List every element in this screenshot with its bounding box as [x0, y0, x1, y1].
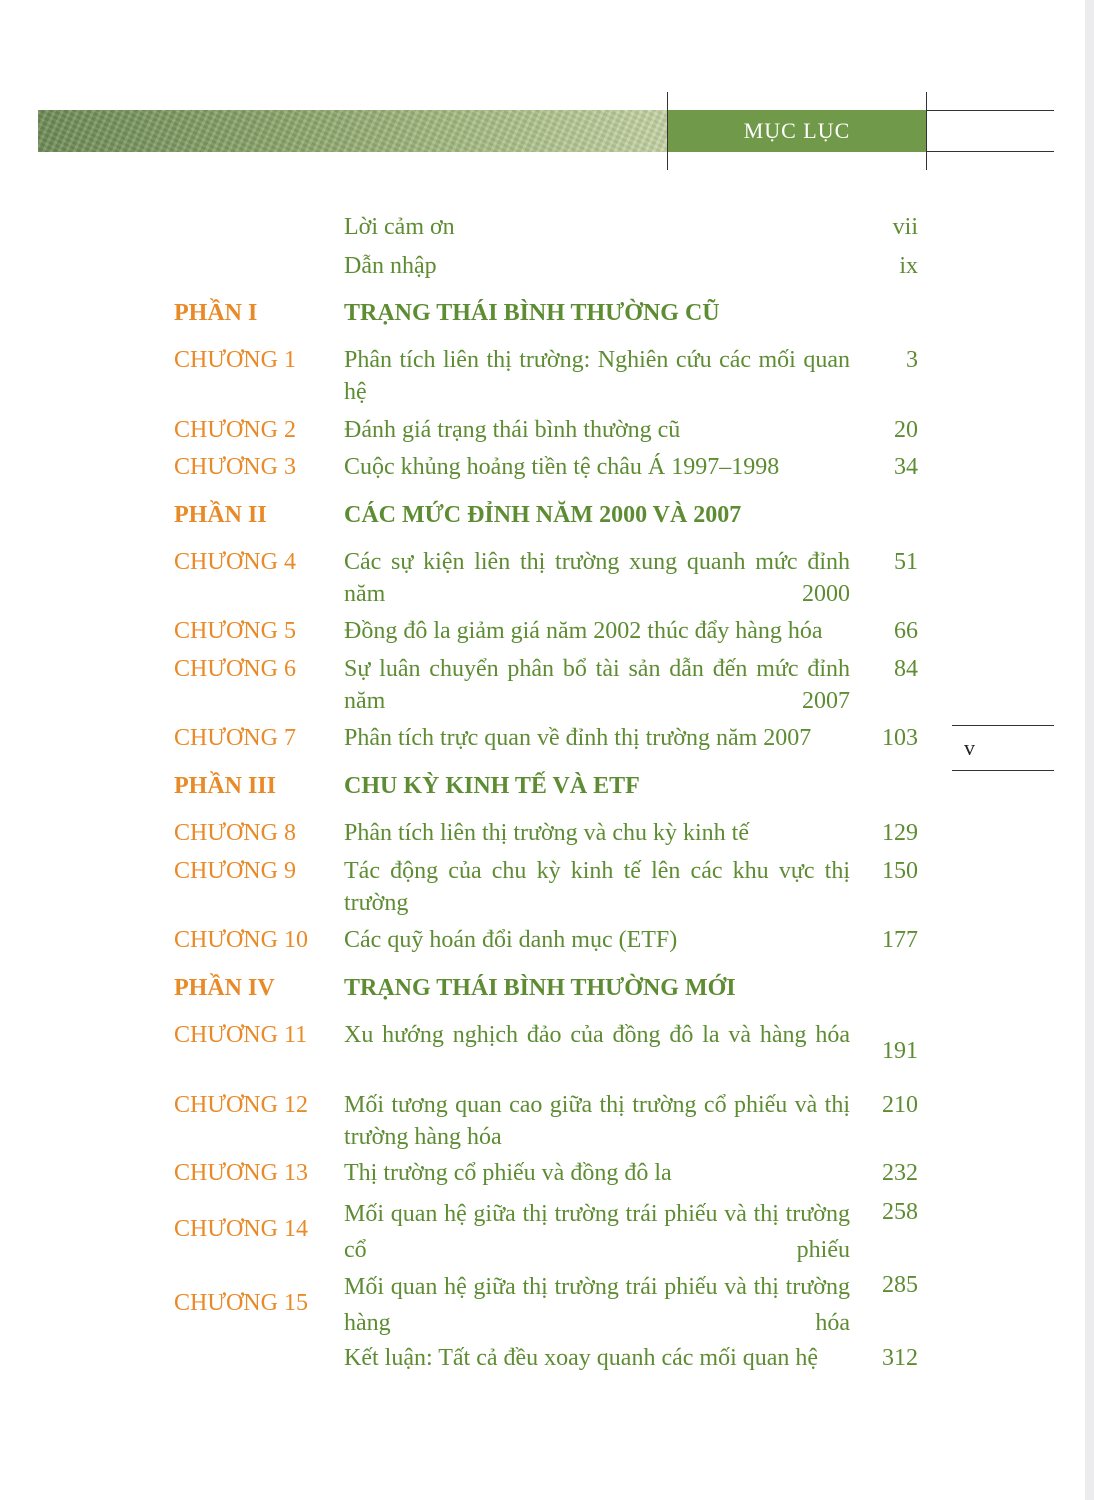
chapter-label: CHƯƠNG 11: [174, 1022, 308, 1048]
part-label: PHẦN I: [174, 300, 258, 326]
chapter-label: CHƯƠNG 15: [174, 1290, 308, 1316]
chapter-page: 177: [882, 927, 918, 953]
chapter-title: Mối quan hệ giữa thị trường trái phiếu và thị trường hàng hóa: [344, 1274, 850, 1336]
chapter-label: CHƯƠNG 8: [174, 820, 296, 846]
chapter-title: Tác động của chu kỳ kinh tế lên các khu vực thị trường: [344, 858, 850, 916]
chapter-page: 66: [894, 618, 918, 644]
chapter-page: 20: [894, 417, 918, 443]
chapter-title: Sự luân chuyển phân bổ tài sản dẫn đến mức đỉnh năm 2007: [344, 656, 850, 714]
front-title: Lời cảm ơn: [344, 214, 455, 240]
chapter-page: 285: [882, 1272, 918, 1298]
part-title: CHU KỲ KINH TẾ VÀ ETF: [344, 773, 640, 799]
chapter-page: 129: [882, 820, 918, 846]
chapter-label: CHƯƠNG 7: [174, 725, 296, 751]
front-page: vii: [892, 214, 918, 240]
chapter-label: CHƯƠNG 12: [174, 1092, 308, 1118]
page-title: MỤC LỤC: [668, 110, 926, 152]
chapter-label: CHƯƠNG 14: [174, 1216, 308, 1242]
chapter-page: 103: [882, 725, 918, 751]
part-title: TRẠNG THÁI BÌNH THƯỜNG CŨ: [344, 300, 720, 326]
chapter-page: 150: [882, 858, 918, 884]
chapter-label: CHƯƠNG 6: [174, 656, 296, 682]
chapter-label: CHƯƠNG 5: [174, 618, 296, 644]
chapter-title: Phân tích liên thị trường và chu kỳ kinh tế: [344, 820, 749, 846]
chapter-page: 34: [894, 454, 918, 480]
part-title: TRẠNG THÁI BÌNH THƯỜNG MỚI: [344, 975, 736, 1001]
page-number-tab: [952, 725, 1054, 771]
chapter-title: Thị trường cổ phiếu và đồng đô la: [344, 1160, 672, 1186]
chapter-page: 232: [882, 1160, 918, 1186]
chapter-title: Mối tương quan cao giữa thị trường cổ phiếu và thị trường hàng hóa: [344, 1092, 850, 1150]
chapter-page: 191: [882, 1038, 918, 1064]
part-label: PHẦN IV: [174, 975, 275, 1001]
conclusion-title: Kết luận: Tất cả đều xoay quanh các mối quan hệ: [344, 1345, 819, 1371]
chapter-page: 3: [906, 347, 918, 373]
chapter-label: CHƯƠNG 3: [174, 454, 296, 480]
chapter-label: CHƯƠNG 10: [174, 927, 308, 953]
part-label: PHẦN II: [174, 502, 267, 528]
page-edge: [1085, 0, 1094, 1500]
conclusion-page: 312: [882, 1345, 918, 1371]
chapter-title: Phân tích liên thị trường: Nghiên cứu các mối quan hệ: [344, 347, 850, 405]
chapter-label: CHƯƠNG 2: [174, 417, 296, 443]
front-page: ix: [899, 253, 918, 279]
chapter-title: Đánh giá trạng thái bình thường cũ: [344, 417, 681, 443]
chapter-page: 258: [882, 1199, 918, 1225]
chapter-page: 84: [894, 656, 918, 682]
page-number: v: [964, 735, 975, 760]
chapter-label: CHƯƠNG 1: [174, 347, 296, 373]
chapter-title: Xu hướng nghịch đảo của đồng đô la và hàng hóa: [344, 1022, 850, 1048]
chapter-title: Các quỹ hoán đổi danh mục (ETF): [344, 927, 678, 953]
chapter-label: CHƯƠNG 4: [174, 549, 296, 575]
front-title: Dẫn nhập: [344, 253, 437, 279]
chapter-title: Mối quan hệ giữa thị trường trái phiếu và thị trường cổ phiếu: [344, 1201, 850, 1263]
part-title: CÁC MỨC ĐỈNH NĂM 2000 VÀ 2007: [344, 502, 742, 528]
chapter-title: Các sự kiện liên thị trường xung quanh mức đỉnh năm 2000: [344, 549, 850, 607]
chapter-label: CHƯƠNG 9: [174, 858, 296, 884]
part-label: PHẦN III: [174, 773, 277, 799]
chapter-page: 210: [882, 1092, 918, 1118]
chapter-title: Phân tích trực quan về đỉnh thị trường năm 2007: [344, 725, 812, 751]
chapter-page: 51: [894, 549, 918, 575]
chapter-title: Đồng đô la giảm giá năm 2002 thúc đẩy hàng hóa: [344, 618, 823, 644]
chapter-label: CHƯƠNG 13: [174, 1160, 308, 1186]
chapter-title: Cuộc khủng hoảng tiền tệ châu Á 1997–1998: [344, 454, 780, 480]
